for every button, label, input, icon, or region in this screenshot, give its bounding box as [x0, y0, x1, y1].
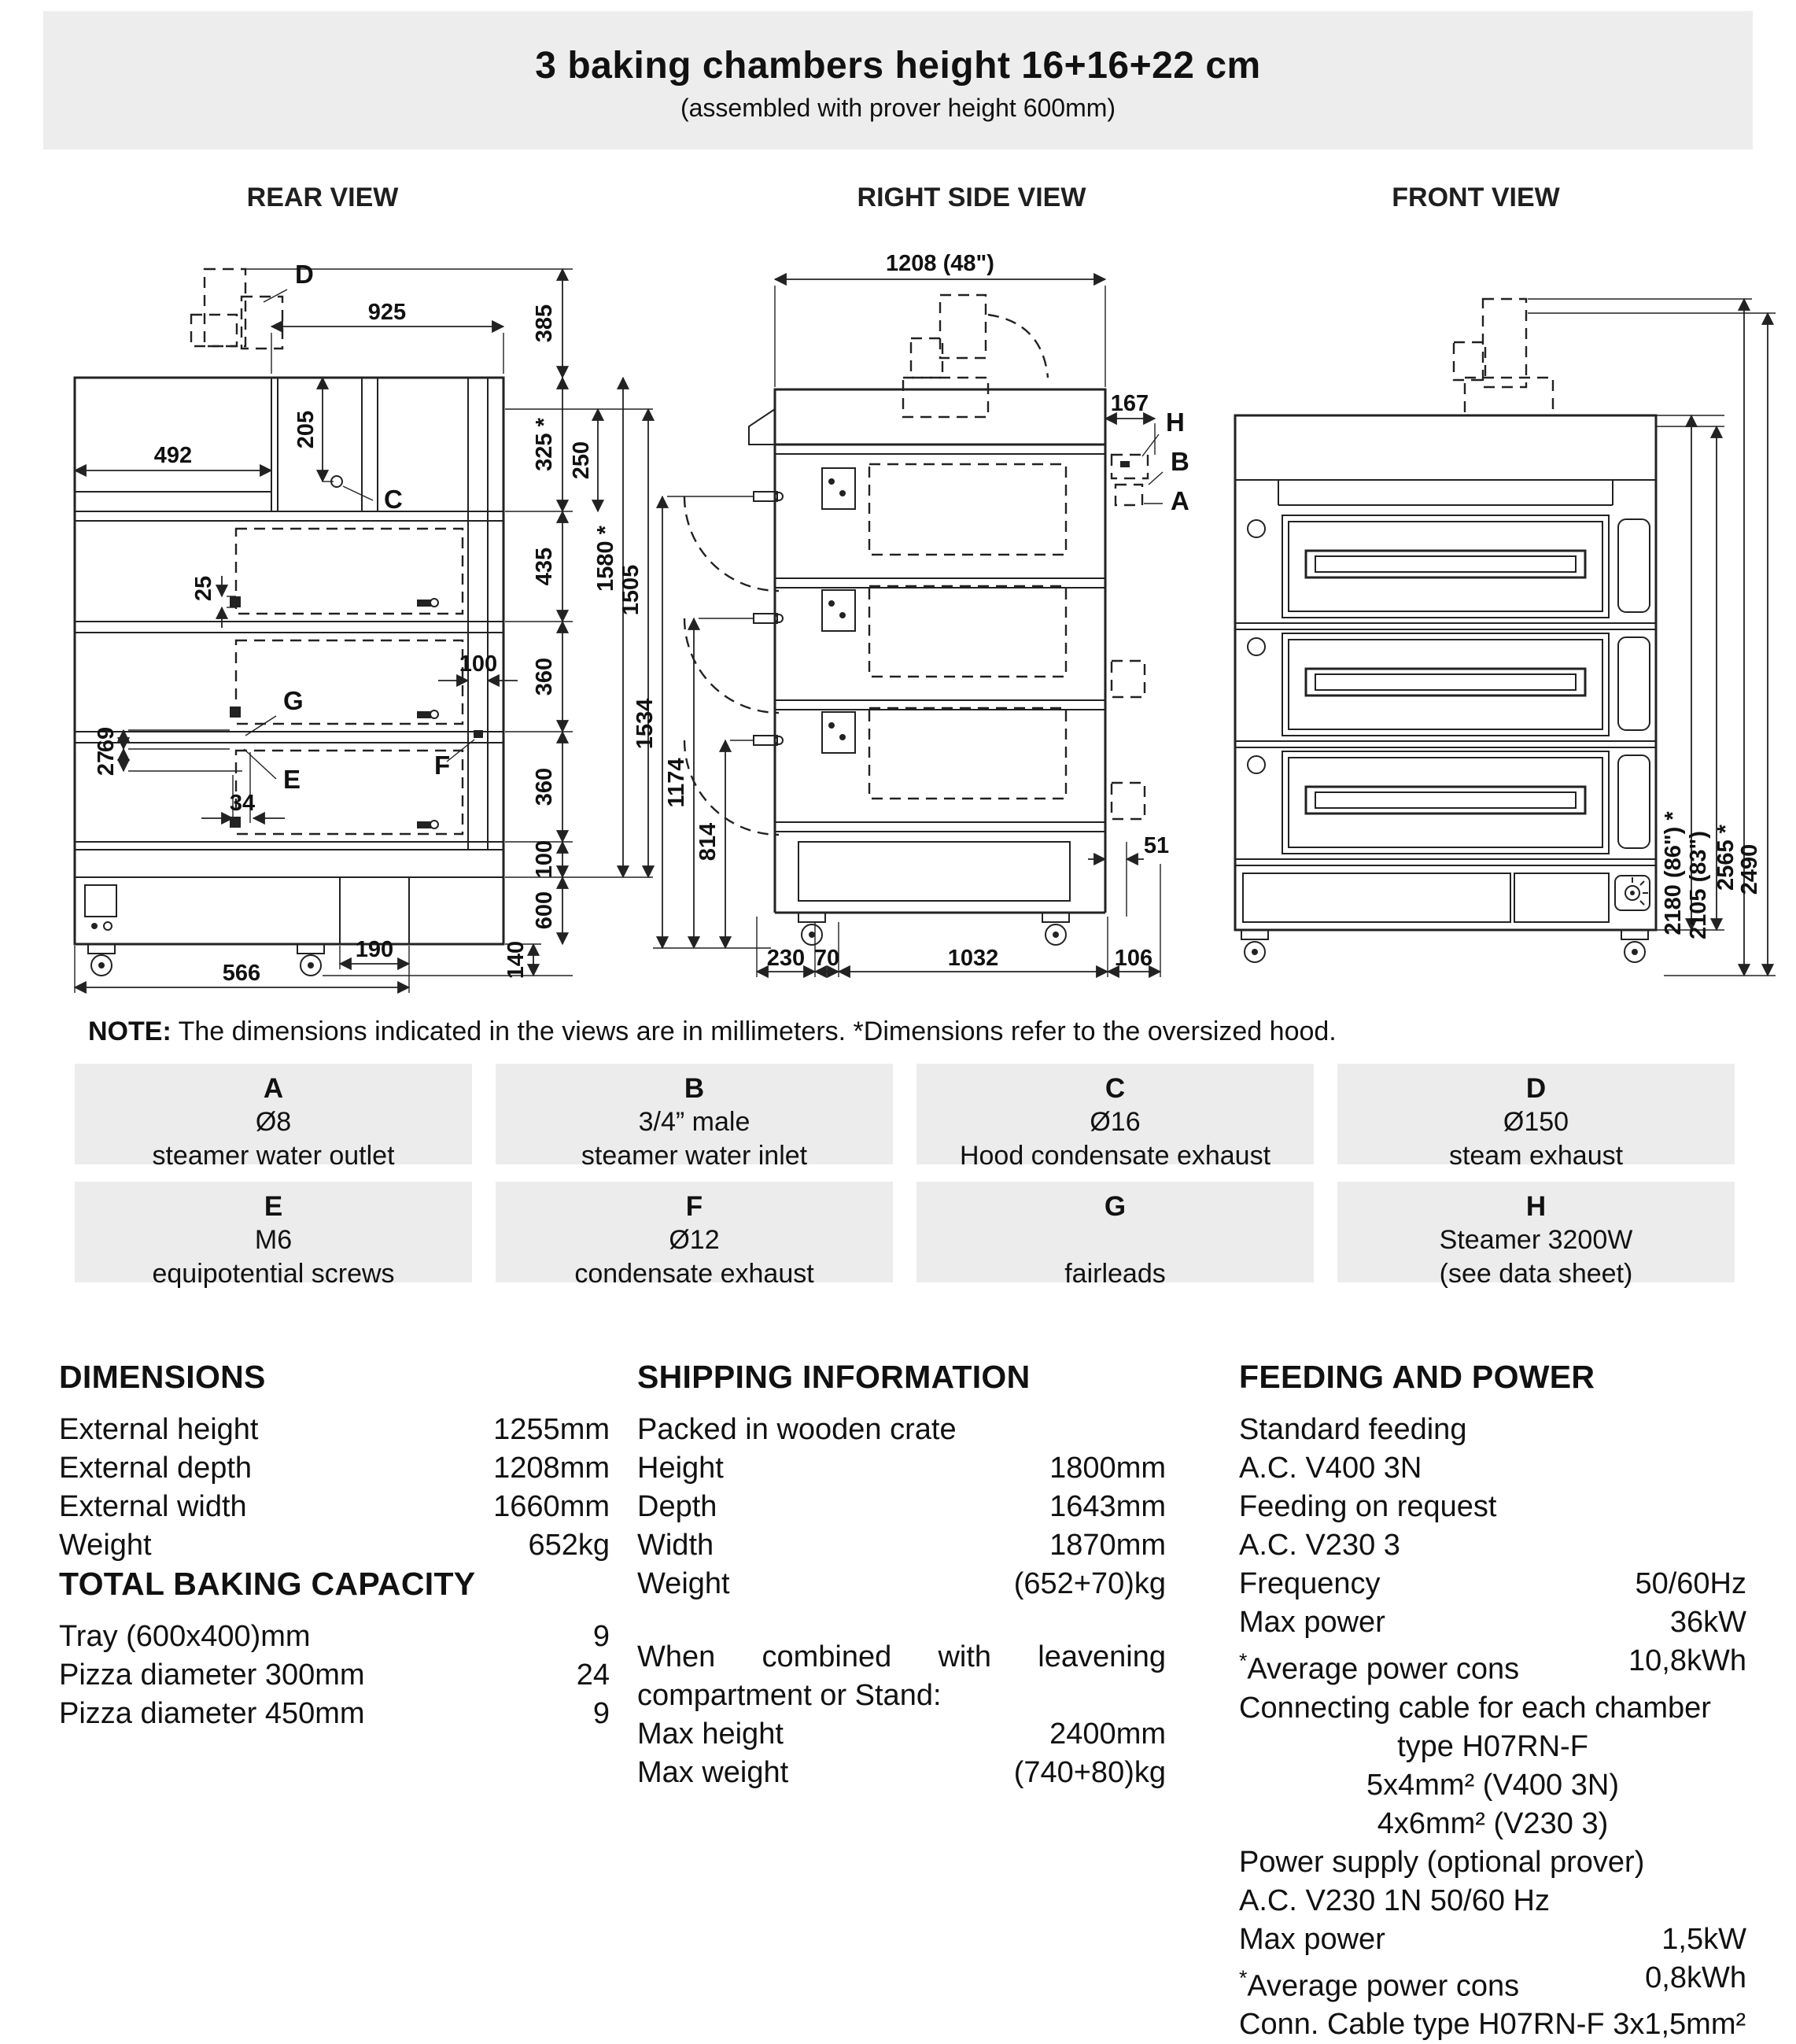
dim-814: 814 — [695, 822, 721, 862]
fitting-spec: Ø16 — [1090, 1107, 1141, 1137]
dim-69: 69 — [94, 726, 119, 753]
fitting-spec: Ø150 — [1503, 1107, 1569, 1137]
spec-row: External height 1255mm — [59, 1413, 610, 1446]
dimensions-section — [59, 1358, 610, 1733]
spec-row: Max power 36kW — [1239, 1606, 1746, 1639]
fitting-letter: C — [1105, 1073, 1126, 1104]
rear-view-title: REAR VIEW — [246, 183, 399, 212]
feeding-line: Feeding on request — [1239, 1490, 1497, 1523]
spec-row: Weight (652+70)kg — [637, 1567, 1166, 1600]
fitting-cell-A — [75, 1064, 472, 1171]
spec-row: Frequency 50/60Hz — [1239, 1567, 1746, 1600]
dim-925: 925 — [367, 300, 407, 325]
note-line — [88, 1016, 1740, 1047]
dim-27: 27 — [94, 750, 119, 777]
rear-right-dim-chain — [505, 269, 653, 944]
fitting-desc: steamer water outlet — [152, 1141, 395, 1171]
dim-360a: 360 — [532, 657, 557, 696]
fittings-row-2 — [75, 1182, 1735, 1289]
page-title: 3 baking chambers height 16+16+22 cm — [535, 45, 1261, 87]
spec-row: Max height 2400mm — [637, 1717, 1166, 1751]
dim-566: 566 — [222, 961, 261, 986]
dim-1208: 1208 (48") — [886, 251, 994, 276]
dim-100: 100 — [532, 839, 557, 879]
dim-1534: 1534 — [632, 698, 658, 750]
dim-167: 167 — [1110, 391, 1149, 416]
feeding-heading: FEEDING AND POWER — [1239, 1359, 1595, 1395]
spec-row: Pizza diameter 450mm 9 — [59, 1697, 610, 1730]
spec-row: External depth 1208mm — [59, 1452, 610, 1485]
fittings-row-1 — [75, 1064, 1735, 1171]
dim-1032: 1032 — [947, 946, 999, 971]
dim-385: 385 — [532, 304, 557, 343]
front-chamber-doors — [1248, 515, 1650, 854]
page-header — [43, 11, 1753, 149]
fitting-cell-H — [1337, 1182, 1735, 1289]
dim-1505: 1505 — [618, 564, 644, 616]
dim-250: 250 — [569, 441, 594, 480]
asterisk: * — [1239, 1965, 1248, 1990]
dim-230: 230 — [766, 946, 806, 971]
dim-70: 70 — [813, 946, 840, 971]
rear-letter-labels — [244, 260, 474, 794]
side-hood-exhaust — [903, 295, 1048, 417]
dim-435: 435 — [532, 547, 557, 586]
right-side-view-drawing — [632, 220, 1211, 1007]
spec-row: Max power 1,5kW — [1239, 1922, 1746, 1956]
feeding-cable-type: type H07RN-F — [1397, 1729, 1588, 1763]
fitting-spec: Steamer 3200W — [1439, 1225, 1633, 1255]
fitting-cell-D — [1337, 1064, 1735, 1171]
dim-2565: 2565 * — [1713, 825, 1739, 891]
fitting-letter: G — [1104, 1191, 1127, 1222]
dim-51: 51 — [1143, 833, 1170, 858]
feeding-line: Standard feeding — [1239, 1413, 1467, 1446]
label-G: G — [283, 686, 304, 715]
fitting-cell-G — [916, 1182, 1314, 1289]
front-view-title: FRONT VIEW — [1392, 183, 1560, 212]
rear-chambers — [230, 529, 483, 834]
dim-25: 25 — [191, 575, 216, 602]
fitting-spec — [916, 1223, 1314, 1257]
side-top-dim — [775, 251, 1105, 387]
dim-190: 190 — [355, 937, 394, 962]
rear-body — [75, 378, 503, 944]
fitting-desc: equipotential screws — [152, 1259, 395, 1289]
fitting-letter: A — [263, 1073, 284, 1104]
feeding-supply-line: A.C. V230 1N 50/60 Hz — [1239, 1884, 1550, 1917]
feeding-cable-spec: 4x6mm² (V230 3) — [1377, 1806, 1609, 1840]
spec-row: Height 1800mm — [637, 1452, 1166, 1485]
fitting-desc: steam exhaust — [1448, 1141, 1624, 1171]
dim-492: 492 — [153, 443, 193, 468]
side-chambers — [684, 464, 1066, 835]
spec-row: *Average power cons 10,8kWh — [1239, 1644, 1746, 1686]
spec-row: Depth 1643mm — [637, 1490, 1166, 1523]
rear-dimensions — [75, 300, 541, 993]
fitting-spec: Ø12 — [669, 1225, 720, 1255]
fitting-cell-C — [916, 1064, 1314, 1171]
fitting-desc: Hood condensate exhaust — [959, 1141, 1271, 1171]
feeding-cable-line: Connecting cable for each chamber — [1239, 1691, 1711, 1725]
feeding-last-line: Conn. Cable type H07RN-F 3x1,5mm² — [1239, 2008, 1746, 2042]
front-casters — [1241, 930, 1648, 962]
shipping-heading: SHIPPING INFORMATION — [637, 1359, 1031, 1395]
spec-row: Width 1870mm — [637, 1529, 1166, 1562]
capacity-heading: TOTAL BAKING CAPACITY — [59, 1566, 476, 1602]
shipping-combined-note: When combined with leavening compartment or Stand: — [637, 1640, 1166, 1712]
side-body — [749, 389, 1105, 913]
label-A: A — [1171, 486, 1189, 515]
spec-row: Weight 652kg — [59, 1529, 610, 1562]
dim-205: 205 — [293, 410, 319, 449]
fitting-letter: D — [1525, 1073, 1547, 1104]
rear-casters — [88, 944, 573, 976]
note-label: NOTE: — [88, 1016, 171, 1046]
side-left-dims — [632, 496, 754, 948]
front-base — [1243, 873, 1650, 922]
side-rear-fittings — [1105, 391, 1189, 819]
spec-row: Tray (600x400)mm 9 — [59, 1620, 610, 1653]
dim-600: 600 — [532, 891, 557, 930]
dim-360b: 360 — [532, 767, 557, 806]
front-hood-exhaust — [1454, 299, 1553, 415]
dim-1174: 1174 — [664, 758, 689, 808]
fitting-desc: steamer water inlet — [581, 1141, 808, 1171]
side-casters — [653, 913, 1069, 948]
dim-2105: 2105 (83") — [1686, 831, 1711, 939]
dim-34: 34 — [229, 791, 256, 816]
label-D: D — [295, 260, 314, 289]
fitting-spec: Ø8 — [255, 1107, 292, 1137]
label-E: E — [283, 765, 301, 794]
page-subtitle: (assembled with prover height 600mm) — [680, 94, 1116, 122]
fitting-cell-B — [496, 1064, 893, 1171]
dim-325: 325 * — [532, 418, 557, 471]
fitting-letter: B — [684, 1073, 705, 1104]
dim-100-col: 100 — [459, 651, 498, 677]
fitting-desc: fairleads — [1064, 1259, 1166, 1289]
rear-view-drawing — [47, 220, 669, 1007]
feeding-cable-spec: 5x4mm² (V400 3N) — [1366, 1768, 1619, 1802]
spec-row: *Average power cons 0,8kWh — [1239, 1961, 1746, 2003]
feeding-supply-line: Power supply (optional prover) — [1239, 1845, 1645, 1879]
fitting-letter: F — [685, 1191, 703, 1222]
fitting-cell-E — [75, 1182, 472, 1289]
dim-140: 140 — [503, 940, 529, 980]
fitting-letter: E — [264, 1191, 283, 1222]
fitting-desc: (see data sheet) — [1439, 1259, 1633, 1289]
fitting-spec: 3/4” male — [638, 1107, 750, 1137]
label-F: F — [434, 751, 451, 780]
feeding-section — [1239, 1358, 1746, 2044]
label-H: H — [1166, 408, 1185, 437]
dimensions-heading: DIMENSIONS — [59, 1359, 266, 1395]
fitting-spec: M6 — [254, 1225, 293, 1255]
side-bottom-dims — [757, 833, 1169, 977]
label-B: B — [1171, 447, 1189, 476]
fitting-letter: H — [1525, 1191, 1547, 1222]
dim-106: 106 — [1114, 946, 1153, 971]
right-side-view-title: RIGHT SIDE VIEW — [857, 183, 1086, 212]
fitting-desc: condensate exhaust — [574, 1259, 814, 1289]
spec-row: Pizza diameter 300mm 24 — [59, 1658, 610, 1692]
front-body — [1235, 415, 1656, 930]
dim-2490: 2490 — [1737, 843, 1762, 895]
note-text: The dimensions indicated in the views are in millimeters. *Dimensions refer to the oversized hood. — [171, 1016, 1337, 1046]
dim-1580: 1580 * — [593, 526, 618, 592]
shipping-section — [637, 1358, 1166, 1792]
shipping-intro: Packed in wooden crate — [637, 1413, 957, 1446]
dim-2180: 2180 (86") * — [1661, 811, 1686, 935]
feeding-line: A.C. V230 3 — [1239, 1529, 1400, 1562]
label-C: C — [384, 485, 403, 514]
asterisk: * — [1239, 1649, 1248, 1673]
feeding-line: A.C. V400 3N — [1239, 1452, 1422, 1485]
spec-row: External width 1660mm — [59, 1490, 610, 1523]
front-view-drawing — [1204, 220, 1794, 1007]
spec-row: Max weight (740+80)kg — [637, 1756, 1166, 1789]
fitting-cell-F — [496, 1182, 893, 1289]
